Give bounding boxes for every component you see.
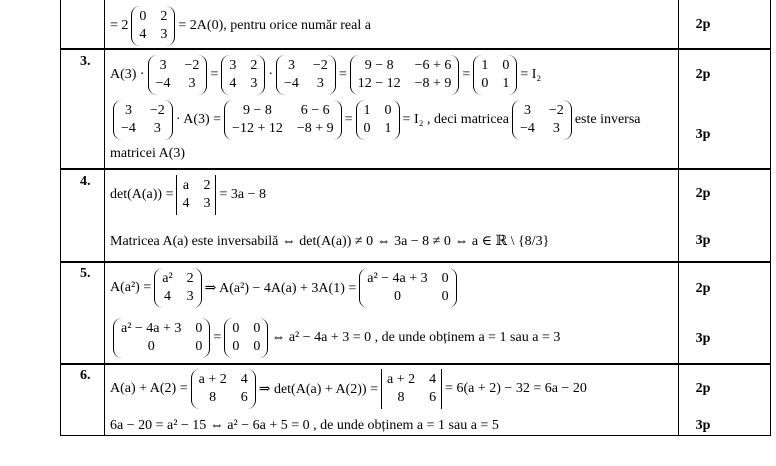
cell: a² − 4a + 3 [121, 321, 182, 336]
expr: este inversa [574, 112, 641, 127]
solution-line [110, 318, 560, 358]
cell: a + 2 [386, 372, 416, 387]
points: 2p [695, 381, 711, 396]
cell: 8 [397, 390, 405, 405]
cell: 8 [209, 390, 217, 405]
row-divider [60, 363, 771, 365]
matrix [356, 100, 400, 140]
cell: 3 [316, 76, 324, 91]
cell: 2 [203, 178, 211, 193]
column-divider-points [678, 0, 679, 436]
matrix [350, 55, 460, 95]
exercise-number: 6. [80, 368, 91, 383]
determinant [176, 175, 216, 215]
cell: 0 [195, 321, 203, 336]
solution-line: matricei A(3) [110, 146, 186, 161]
cell: 0 [441, 289, 449, 304]
points: 2p [695, 67, 711, 82]
expr: ⇔ a² − 4a + 3 = 0 , de unde obținem a = 1 sau a = 3 [271, 330, 561, 345]
cell: 3 [552, 121, 560, 136]
cell: 0 [232, 339, 240, 354]
cell: 0 [481, 76, 489, 91]
solution-line [110, 369, 587, 409]
cell: 3 [159, 58, 167, 73]
cell: −4 [520, 121, 535, 136]
cell: a + 2 [198, 372, 227, 387]
expr: = I₂ , deci matricea [402, 112, 509, 127]
cell: 3 [203, 196, 211, 211]
cell: −8 + 9 [296, 121, 334, 136]
matrix [131, 6, 175, 46]
expr: = 2A(0), pentru orice număr real a [178, 18, 371, 33]
cell: 0 [441, 271, 449, 286]
cell: −4 [155, 76, 171, 91]
cell: 0 [253, 321, 261, 336]
cell: 4 [240, 372, 248, 387]
cell: 3 [160, 27, 168, 42]
matrix [191, 369, 256, 409]
cell: 4 [139, 27, 147, 42]
cell: 4 [182, 196, 190, 211]
solution-line: Matricea A(a) este inversabilă ⇔ det(A(a)) ≠ 0 ⇔ 3a − 8 ≠ 0 ⇔ a ∈ ℝ \ {8/3} [110, 234, 550, 249]
points: 2p [695, 186, 711, 201]
points: 3p [695, 233, 711, 248]
cell: −4 [284, 76, 299, 91]
cell: 4 [429, 372, 437, 387]
expr: A(a) + A(2) = [110, 381, 188, 396]
exercise-number: 4. [80, 174, 91, 189]
solution-line: A(3) · 3 −2 −4 3 = 3 2 4 3 · 3 −2 −4 3 = 9 − 8 −6 + 6 12 − 12 −8 + 9 = 1 0 0 1 = I₂ [110, 55, 541, 95]
cell: −8 + 9 [414, 76, 452, 91]
cell: 0 [147, 339, 155, 354]
cell: 0 [363, 121, 371, 136]
cell: 1 [481, 58, 489, 73]
matrix [473, 55, 517, 95]
cell: 2 [186, 271, 194, 286]
cell: 4 [229, 76, 237, 91]
solution-line [110, 175, 266, 215]
row-divider [60, 168, 771, 170]
cell: 4 [163, 289, 171, 304]
cell: 3 [523, 103, 531, 118]
cell: 6 [429, 390, 437, 405]
cell: −6 + 6 [414, 58, 452, 73]
exercise-number: 3. [80, 54, 91, 69]
expr: = [213, 330, 222, 345]
expr: A(3) · [110, 67, 145, 82]
determinant [381, 369, 442, 409]
matrix [154, 268, 201, 308]
expr: ⇒ A(a²) − 4A(a) + 3A(1) = [204, 280, 357, 296]
cell: −2 [548, 103, 564, 118]
matrix [221, 55, 265, 95]
solution-line [110, 268, 460, 308]
expr: = 6(a + 2) − 32 = 6a − 20 [445, 381, 587, 396]
table-border-right [770, 0, 771, 436]
matrix [224, 318, 268, 358]
cell: 9 − 8 [364, 58, 394, 73]
cell: 6 − 6 [300, 103, 330, 118]
matrix [148, 55, 208, 95]
cell: 3 [287, 58, 295, 73]
expr: A(a²) = [110, 280, 152, 295]
table-border-left [60, 0, 61, 436]
cell: 0 [232, 321, 240, 336]
solution-line: 3 −2 −4 3 · A(3) = 9 − 8 6 − 6 −12 + 12 −8 + 9 = 1 0 0 1 = I₂ , deci matricea 3 −2 −4 3 este inversa [110, 100, 641, 140]
cell: 3 [124, 103, 132, 118]
points: 3p [695, 127, 711, 142]
cell: −2 [149, 103, 165, 118]
points: 2p [695, 281, 711, 296]
cell: 1 [502, 76, 510, 91]
points: 3p [695, 331, 711, 346]
matrix [512, 100, 572, 140]
matrix [113, 100, 173, 140]
cell: −2 [312, 58, 328, 73]
points: 2p [695, 17, 711, 32]
cell: 0 [384, 103, 392, 118]
cell: 0 [139, 9, 147, 24]
cell: 2 [250, 58, 258, 73]
cell: 3 [186, 289, 194, 304]
cell: 0 [502, 58, 510, 73]
expr: · A(3) = [175, 112, 222, 127]
cell: 9 − 8 [242, 103, 272, 118]
cell: 1 [384, 121, 392, 136]
expr: = 2 [110, 18, 129, 33]
cell: 0 [195, 339, 203, 354]
points: 3p [695, 418, 711, 433]
cell: 2 [160, 9, 168, 24]
matrix [224, 100, 342, 140]
cell: −12 + 12 [232, 121, 283, 136]
cell: 6 [240, 390, 248, 405]
solution-line: 6a − 20 = a² − 15 ⇔ a² − 6a + 5 = 0 , de unde obținem a = 1 sau a = 5 [110, 418, 499, 433]
cell: 1 [363, 103, 371, 118]
solution-line [110, 6, 371, 46]
matrix [276, 55, 336, 95]
cell: a [182, 178, 190, 193]
matrix [113, 318, 210, 358]
row-divider [60, 261, 771, 263]
cell: 12 − 12 [357, 76, 401, 91]
exercise-number: 5. [80, 266, 91, 281]
table-border-bottom [60, 435, 771, 436]
cell: 3 [188, 76, 196, 91]
column-divider-number [104, 0, 105, 436]
cell: 3 [153, 121, 161, 136]
expr: = I₂ [520, 67, 542, 82]
cell: 3 [229, 58, 237, 73]
cell: 3 [250, 76, 258, 91]
expr: ⇒ det(A(a) + A(2)) = [258, 381, 378, 397]
cell: −4 [121, 121, 136, 136]
cell: a² − 4a + 3 [367, 271, 428, 286]
matrix [359, 268, 456, 308]
cell: 0 [253, 339, 261, 354]
cell: −2 [184, 58, 200, 73]
expr: = 3a − 8 [219, 187, 266, 202]
row-divider [60, 48, 771, 50]
cell: a² [162, 271, 173, 286]
expr: det(A(a)) = [110, 187, 174, 202]
cell: 0 [393, 289, 401, 304]
